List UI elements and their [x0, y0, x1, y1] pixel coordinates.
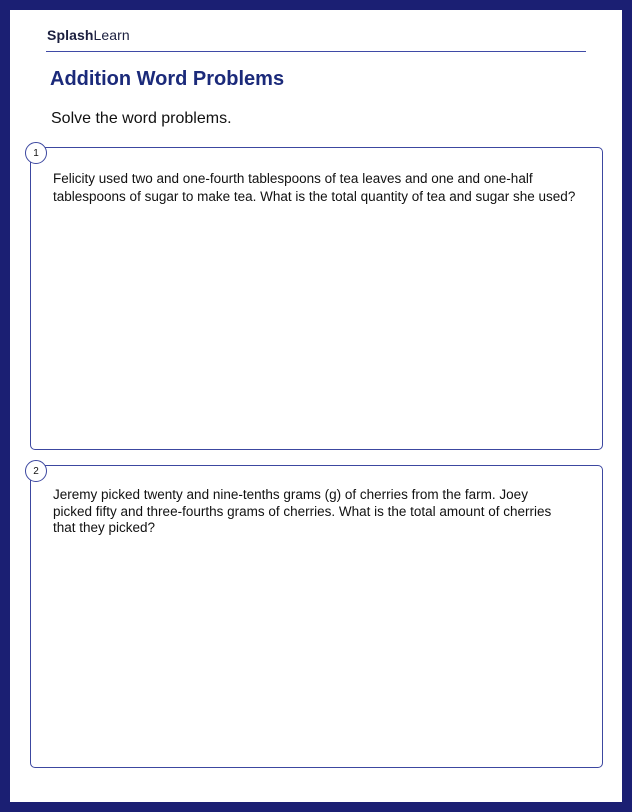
brand-logo-bold: Splash	[47, 27, 94, 43]
problem-text-2: Jeremy picked twenty and nine-tenths grams (g) of cherries from the farm. Joey picked fifty and three-fourths grams of cherries. What is the total amount of cherries that they picked?	[53, 487, 552, 536]
problem-box-1	[30, 147, 603, 450]
worksheet-instructions: Solve the word problems.	[51, 110, 232, 127]
worksheet-title: Addition Word Problems	[50, 68, 285, 90]
worksheet-page	[10, 10, 622, 802]
brand-logo	[47, 27, 130, 43]
problem-text-1: Felicity used two and one-fourth tablespoons of tea leaves and one and one-half tablespoons of sugar to make tea. What is the total quantity of tea and sugar she used?	[53, 171, 576, 204]
brand-logo-light: Learn	[93, 27, 130, 43]
header-divider	[46, 51, 586, 52]
problem-number-badge-2: 2	[25, 460, 47, 482]
problem-number-badge-1: 1	[25, 142, 47, 164]
problem-box-2	[30, 465, 603, 768]
